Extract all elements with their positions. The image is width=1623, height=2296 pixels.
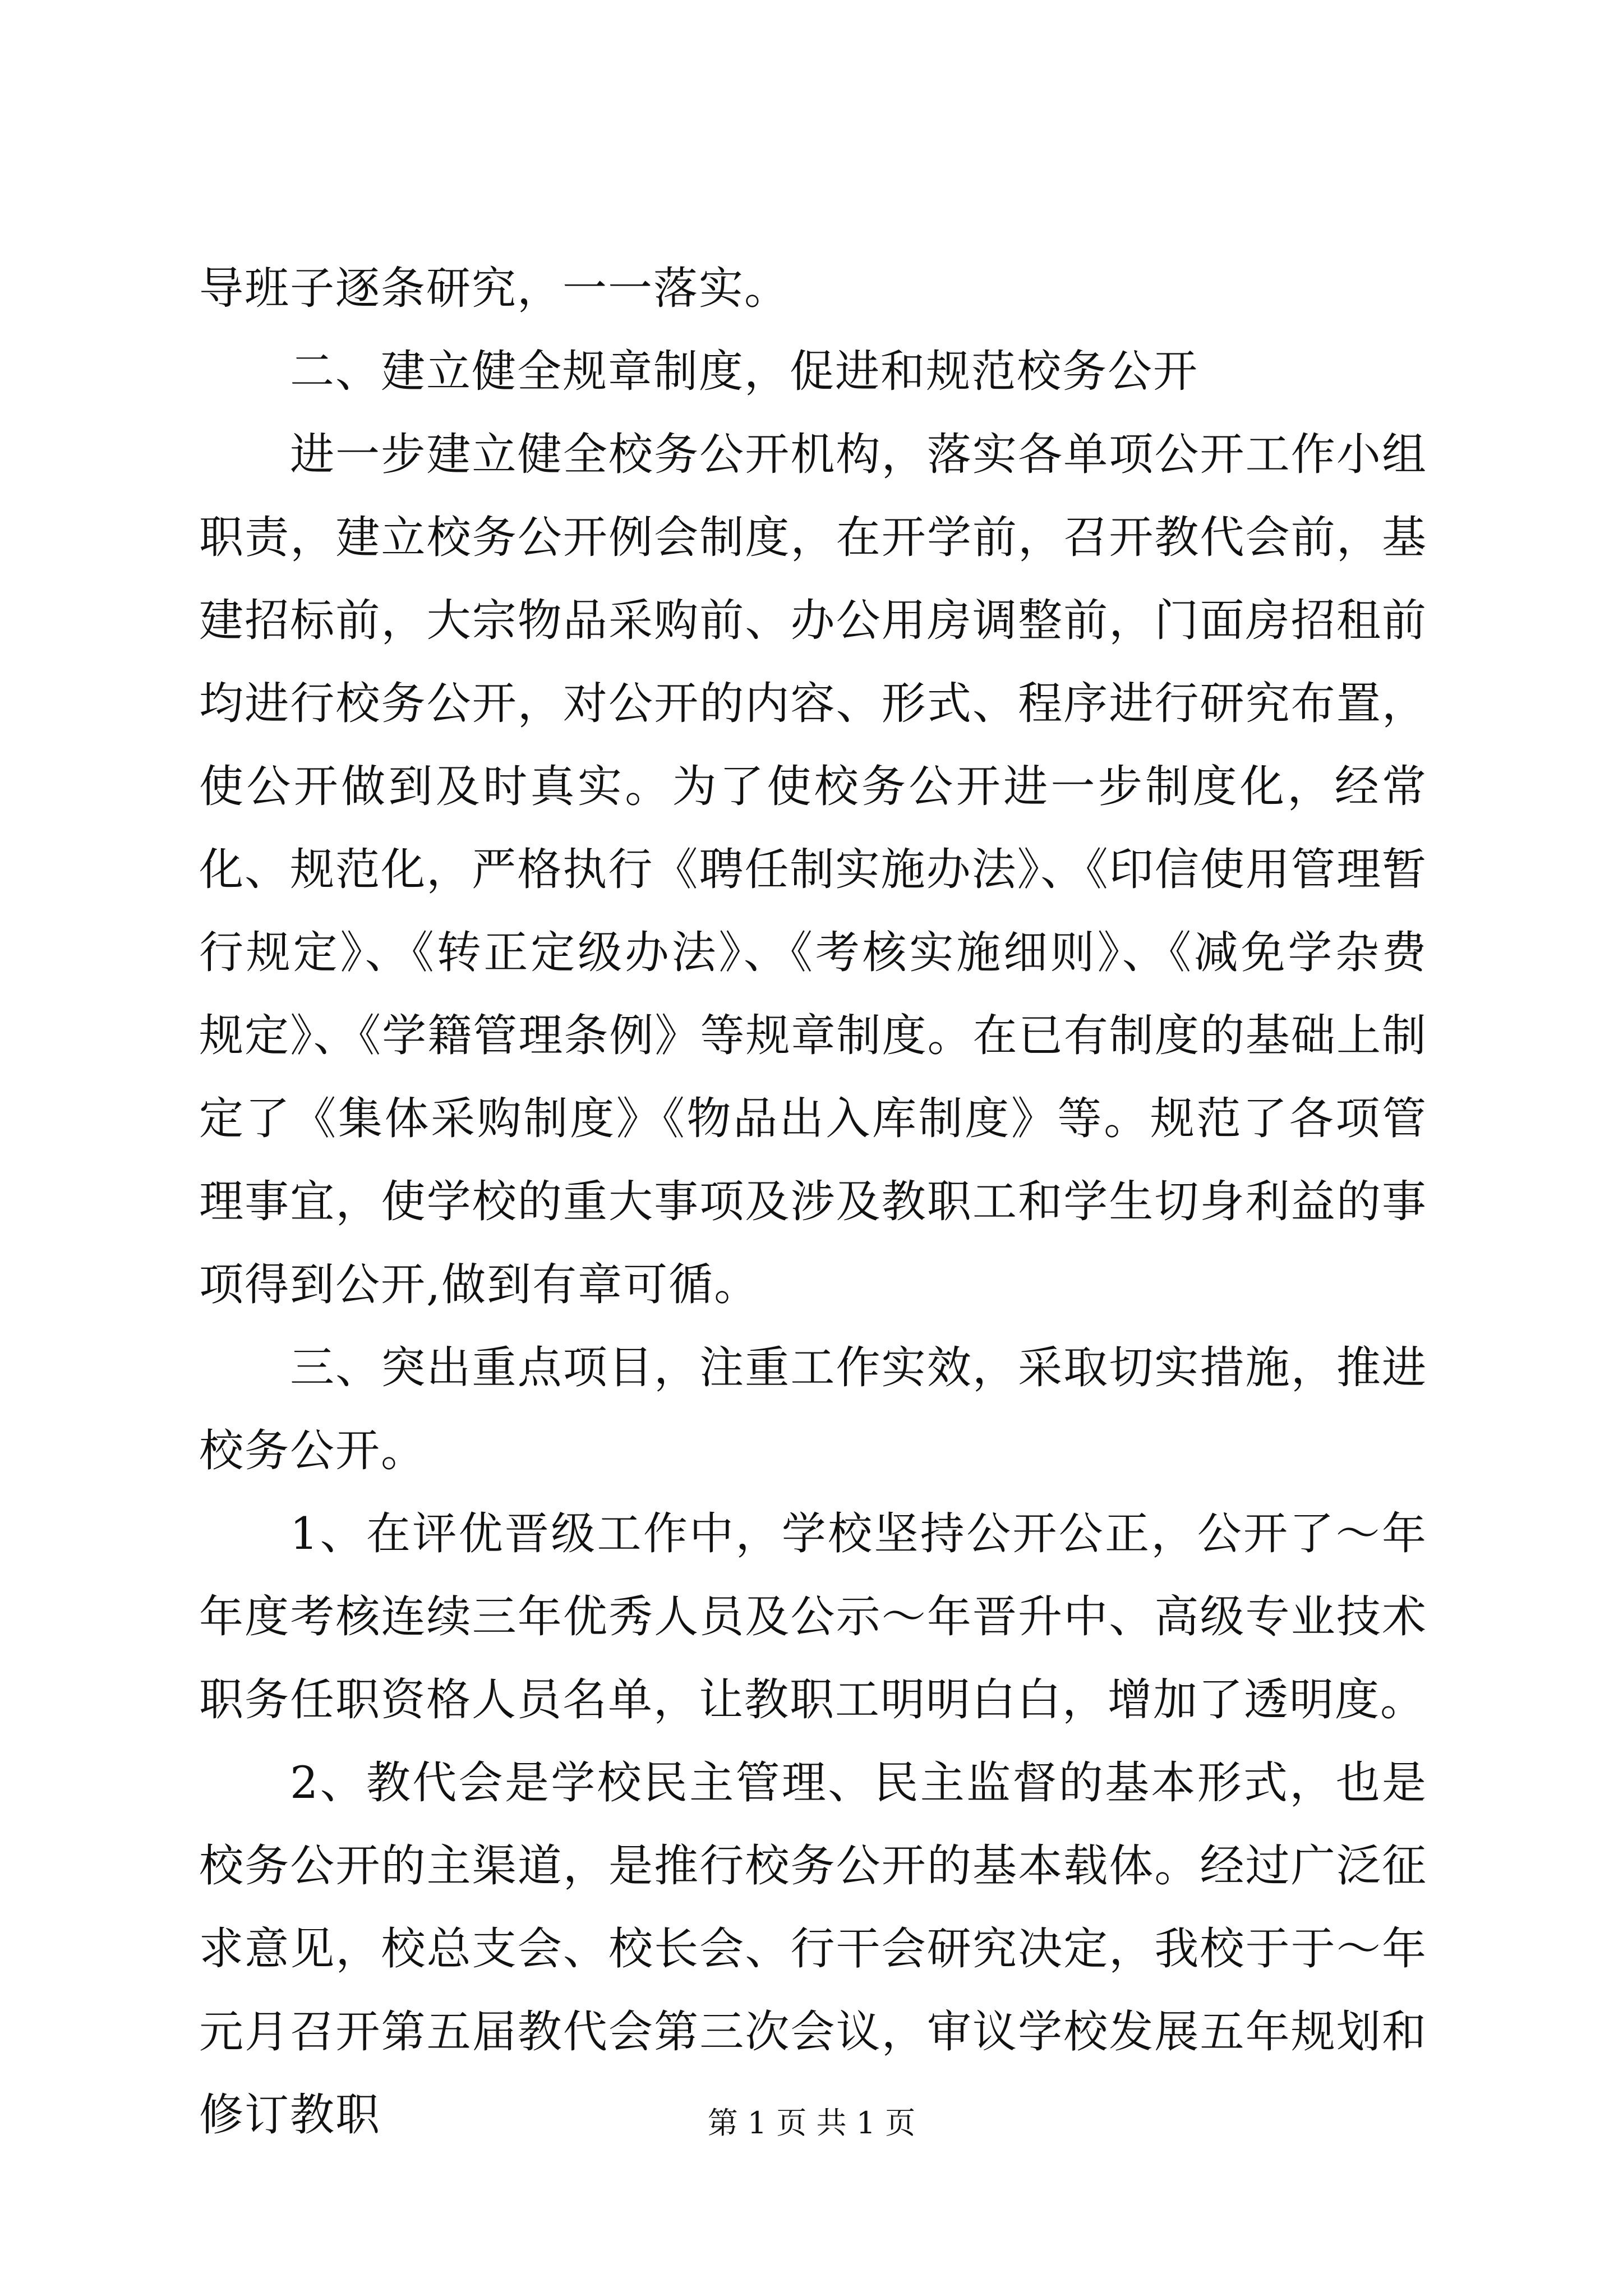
section-heading-3: 三、突出重点项目，注重工作实效，采取切实措施，推进校务公开。 [199,1342,1427,1476]
section-heading-2: 二、建立健全规章制度，促进和规范校务公开 [290,346,1198,397]
paragraph-continuation: 导班子逐条研究，一一落实。 [199,263,790,314]
paragraph-item-1: 1、在评优晋级工作中，学校坚持公开公正，公开了～年年度考核连续三年优秀人员及公示～年晋升中、高级专业技术职务任职资格人员名单，让教职工明明白白，增加了透明度。 [199,1508,1427,1726]
document-body [199,247,1427,2156]
page-footer: 第 1 页 共 1 页 [707,2105,916,2141]
paragraph-regulations: 进一步建立健全校务公开机构，落实各单项公开工作小组职责，建立校务公开例会制度，在开学前，召开教代会前，基建招标前，大宗物品采购前、办公用房调整前，门面房招租前均进行校务公开，对公开的内容、形式、程序进行研究布置，使公开做到及时真实。为了使校务公开进一步制度化，经常化、规范化，严格执行《聘任制实施办法》、《印信使用管理暂行规定》、《转正定级办法》、《考核实施细则》、《减免学杂费规定》、《学籍管理条例》等规章制度。在已有制度的基础上制定了《集体采购制度》《物品出入库制度》等。规范了各项管理事宜，使学校的重大事项及涉及教职工和学生切身利益的事项得到公开,做到有章可循。 [199,429,1427,1310]
paragraph-item-2: 2、教代会是学校民主管理、民主监督的基本形式，也是校务公开的主渠道，是推行校务公开的基本载体。经过广泛征求意见，校总支会、校长会、行干会研究决定，我校于于～年元月召开第五届教代会第三次会议，审议学校发展五年规划和修订教职 [199,1757,1427,2141]
